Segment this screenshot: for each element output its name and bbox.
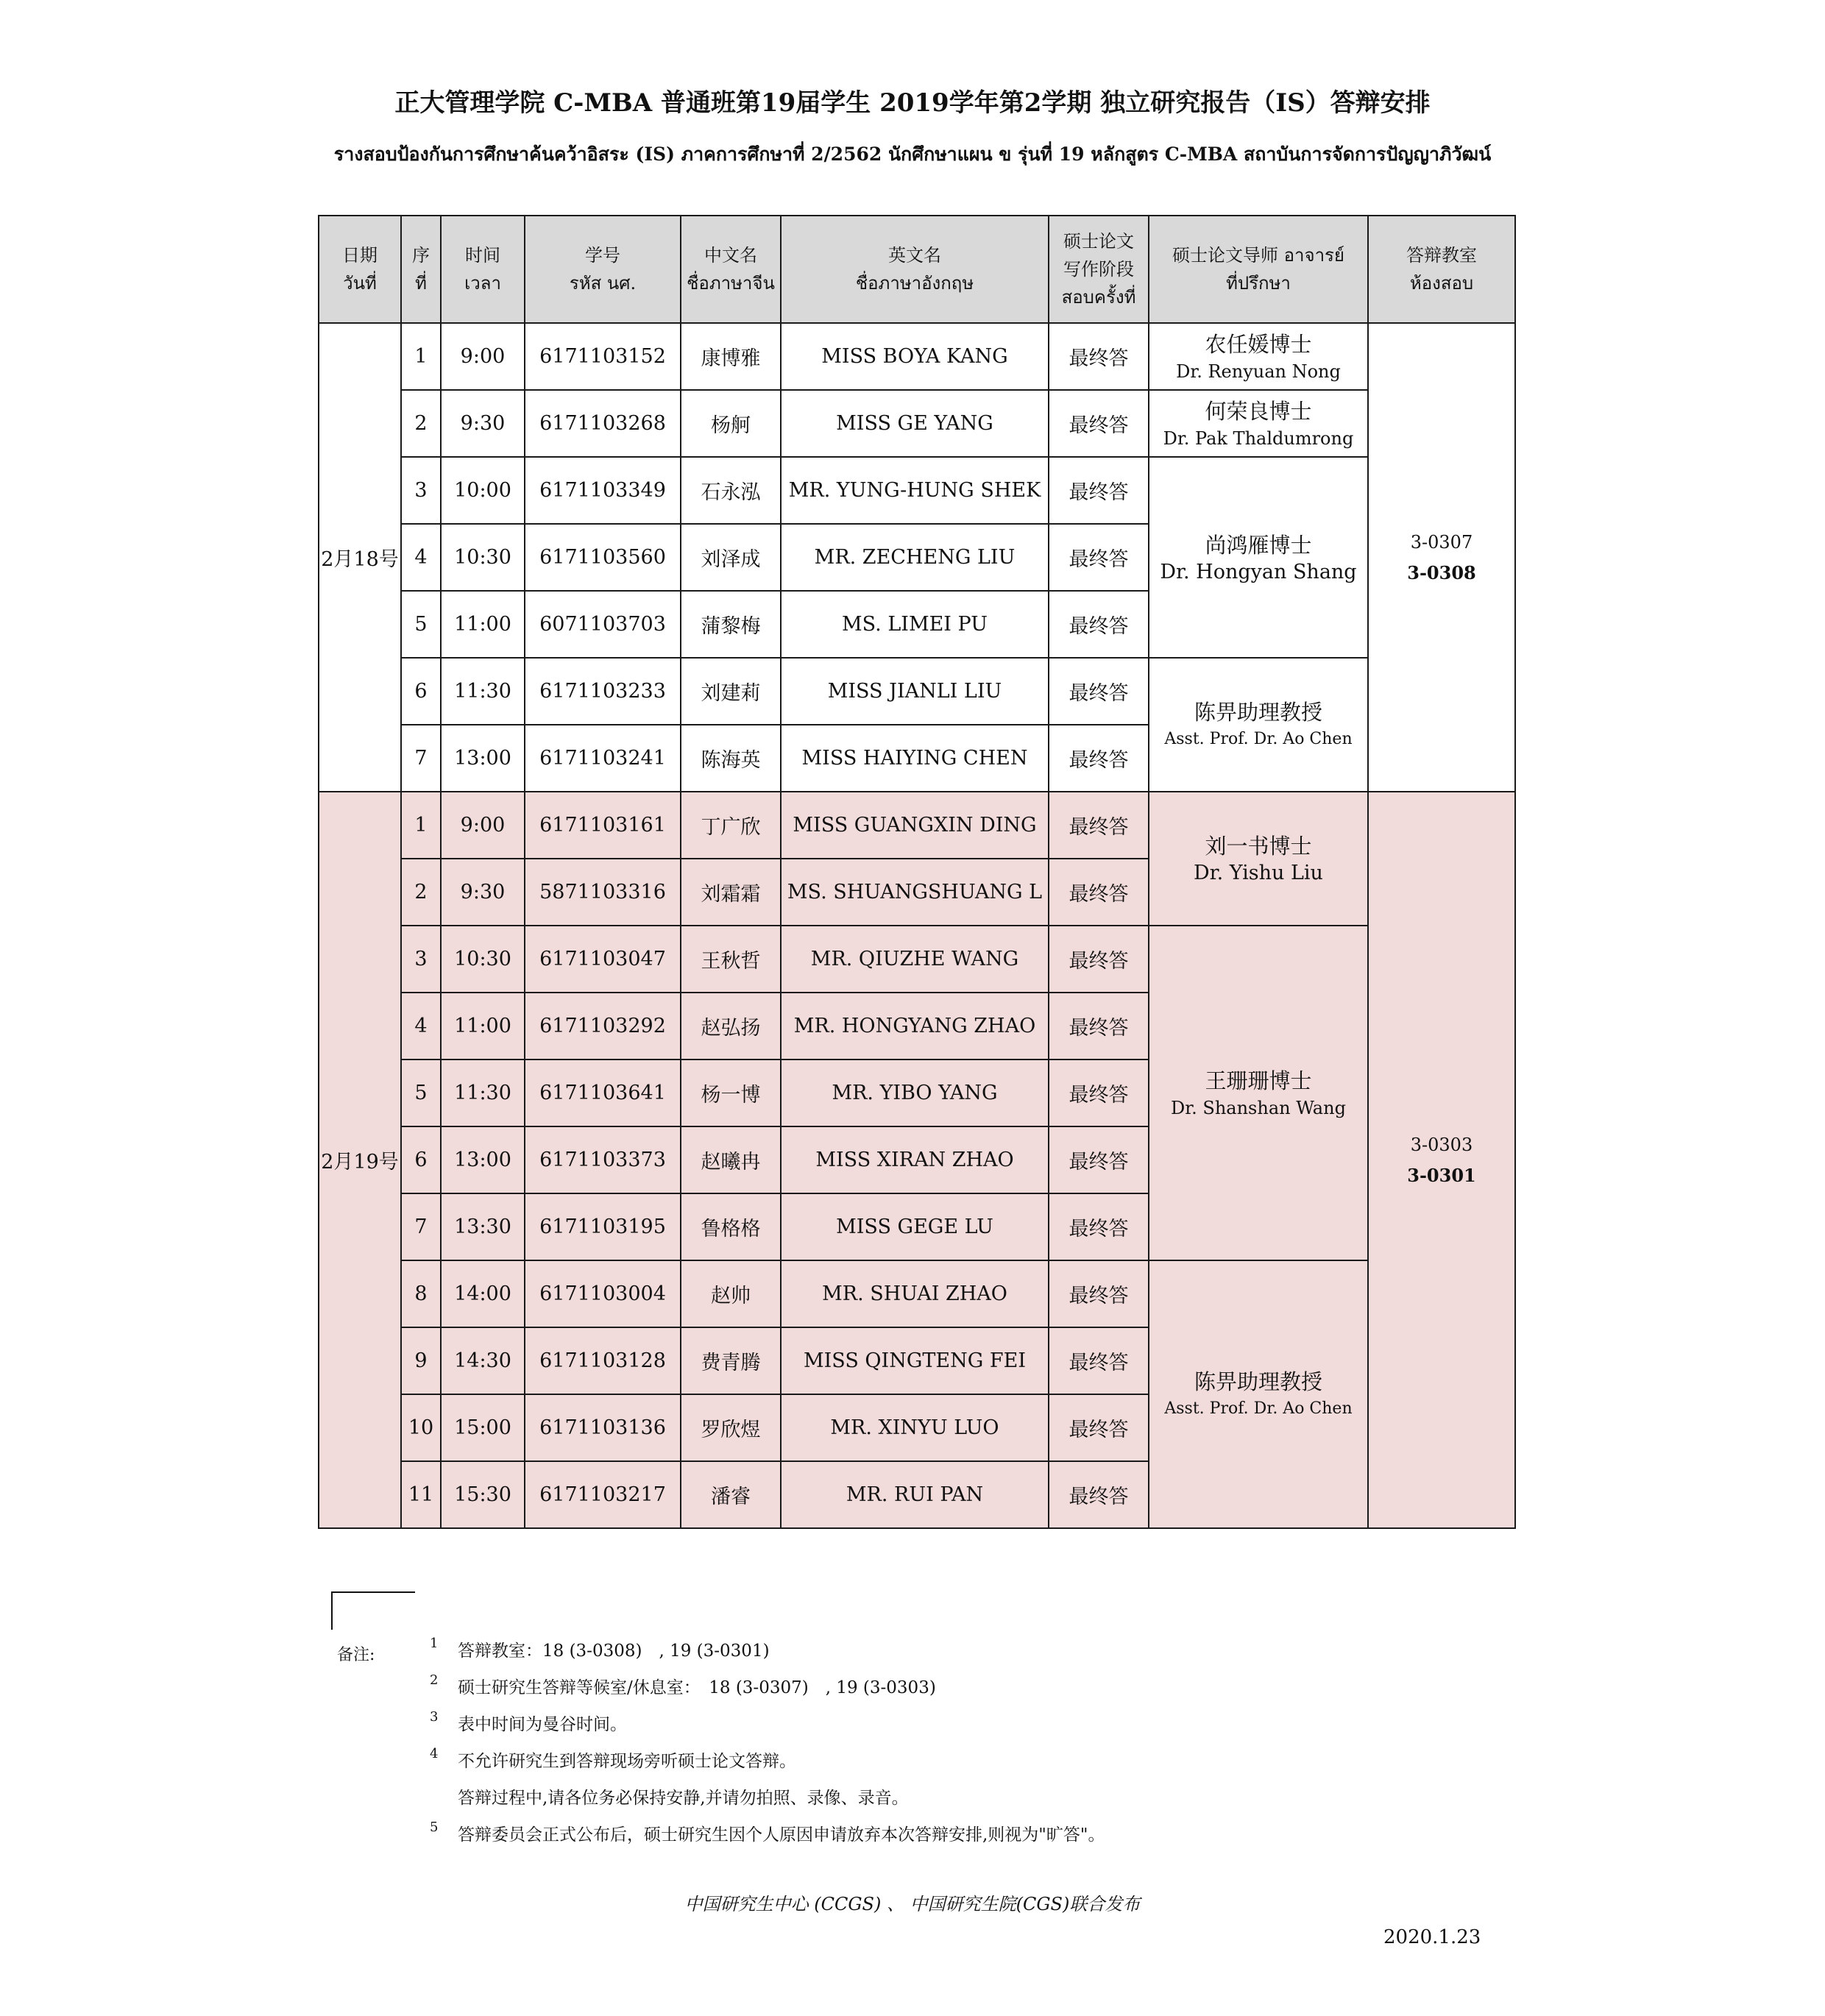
table-row (319, 323, 1515, 390)
english-name-cell: MS. SHUANGSHUANG L (781, 859, 1049, 926)
english-name-cell: MISS HAIYING CHEN (781, 725, 1049, 792)
time-cell: 14:30 (441, 1327, 525, 1394)
english-name-cell: MR. HONGYANG ZHAO (781, 993, 1049, 1060)
publisher-line: 中国研究生中心 (CCGS) 、 中国研究生院(CGS)联合发布 (684, 1894, 1141, 1914)
chinese-name-cell: 潘睿 (681, 1461, 781, 1528)
student-id-cell: 6171103217 (525, 1461, 681, 1528)
time-cell: 10:00 (441, 457, 525, 524)
header-english-name: 英文名 ชื่อภาษาอังกฤษ (781, 216, 1049, 323)
day1-room: 3-0307 3-0308 (1368, 323, 1515, 792)
seq-cell: 5 (401, 1060, 441, 1126)
issue-date: 2020.1.23 (1383, 1926, 1481, 1948)
student-id-cell: 6171103292 (525, 993, 681, 1060)
english-name-cell: MISS XIRAN ZHAO (781, 1126, 1049, 1193)
note-text: 表中时间为曼谷时间。 (458, 1715, 627, 1734)
stage-cell: 最终答 (1049, 1060, 1149, 1126)
page-title: 正大管理学院 C-MBA 普通班第19届学生 2019学年第2学期 独立研究报告（IS）答辩安排 (394, 88, 1431, 118)
english-name-cell: MR. ZECHENG LIU (781, 524, 1049, 591)
time-cell: 13:00 (441, 725, 525, 792)
chinese-name-cell: 王秋哲 (681, 926, 781, 993)
english-name-cell: MR. SHUAI ZHAO (781, 1260, 1049, 1327)
note-text: 不允许研究生到答辩现场旁听硕士论文答辩。 (458, 1752, 796, 1771)
header-row (319, 216, 1515, 323)
english-name-cell: MISS BOYA KANG (781, 323, 1049, 390)
seq-cell: 4 (401, 993, 441, 1060)
seq-cell: 11 (401, 1461, 441, 1528)
time-cell: 11:00 (441, 993, 525, 1060)
student-id-cell: 6171103349 (525, 457, 681, 524)
student-id-cell: 6171103233 (525, 658, 681, 725)
stage-cell: 最终答 (1049, 859, 1149, 926)
table-row (319, 926, 1515, 993)
stage-cell: 最终答 (1049, 457, 1149, 524)
english-name-cell: MR. RUI PAN (781, 1461, 1049, 1528)
stage-cell: 最终答 (1049, 390, 1149, 457)
chinese-name-cell: 康博雅 (681, 323, 781, 390)
time-cell: 10:30 (441, 524, 525, 591)
english-name-cell: MISS GEGE LU (781, 1193, 1049, 1260)
page-subtitle: รางสอบป้องกันการศึกษาค้นคว้าอิสระ (IS) ภาคการศึกษาที่ 2/2562 นักศึกษาแผน ข รุ่นที่ 19 หลักสูตร C-MBA สถาบันการจัดการปัญญาภิวัฒน์ (333, 143, 1492, 165)
advisor-cell: 陈畀助理教授 Asst. Prof. Dr. Ao Chen (1149, 1260, 1368, 1528)
student-id-cell: 6071103703 (525, 591, 681, 658)
stage-cell: 最终答 (1049, 792, 1149, 859)
stage-cell: 最终答 (1049, 1193, 1149, 1260)
chinese-name-cell: 蒲黎梅 (681, 591, 781, 658)
footnote-corner-mark (331, 1591, 415, 1630)
time-cell: 10:30 (441, 926, 525, 993)
table-row (319, 390, 1515, 457)
english-name-cell: MISS GE YANG (781, 390, 1049, 457)
table-row (319, 457, 1515, 524)
student-id-cell: 6171103373 (525, 1126, 681, 1193)
student-id-cell: 6171103268 (525, 390, 681, 457)
student-id-cell: 6171103047 (525, 926, 681, 993)
english-name-cell: MR. XINYU LUO (781, 1394, 1049, 1461)
stage-cell: 最终答 (1049, 323, 1149, 390)
advisor-cell: 陈畀助理教授 Asst. Prof. Dr. Ao Chen (1149, 658, 1368, 792)
student-id-cell: 6171103161 (525, 792, 681, 859)
chinese-name-cell: 鲁格格 (681, 1193, 781, 1260)
chinese-name-cell: 刘泽成 (681, 524, 781, 591)
header-advisor: 硕士论文导师 อาจารย์ ที่ปรึกษา (1149, 216, 1368, 323)
header-student-id: 学号 รหัส นศ. (525, 216, 681, 323)
student-id-cell: 6171103560 (525, 524, 681, 591)
student-id-cell: 6171103195 (525, 1193, 681, 1260)
header-room: 答辩教室 ห้องสอบ (1368, 216, 1515, 323)
day2-date: 2月19号 (319, 792, 401, 1528)
note-number: 5 (430, 1820, 439, 1835)
stage-cell: 最终答 (1049, 1126, 1149, 1193)
header-chinese-name: 中文名 ชื่อภาษาจีน (681, 216, 781, 323)
time-cell: 14:00 (441, 1260, 525, 1327)
student-id-cell: 6171103152 (525, 323, 681, 390)
stage-cell: 最终答 (1049, 524, 1149, 591)
seq-cell: 7 (401, 1193, 441, 1260)
stage-cell: 最终答 (1049, 926, 1149, 993)
table-row (319, 792, 1515, 859)
seq-cell: 3 (401, 457, 441, 524)
table-row (319, 658, 1515, 725)
time-cell: 11:00 (441, 591, 525, 658)
student-id-cell: 6171103136 (525, 1394, 681, 1461)
chinese-name-cell: 罗欣煜 (681, 1394, 781, 1461)
chinese-name-cell: 赵弘扬 (681, 993, 781, 1060)
chinese-name-cell: 陈海英 (681, 725, 781, 792)
header-seq: 序 ที่ (401, 216, 441, 323)
advisor-cell: 尚鸿雁博士 Dr. Hongyan Shang (1149, 457, 1368, 658)
notes-label: 备注: (337, 1646, 375, 1664)
note-number: 4 (430, 1746, 439, 1761)
seq-cell: 2 (401, 859, 441, 926)
seq-cell: 4 (401, 524, 441, 591)
stage-cell: 最终答 (1049, 993, 1149, 1060)
stage-cell: 最终答 (1049, 1327, 1149, 1394)
note-number: 3 (430, 1709, 439, 1725)
time-cell: 11:30 (441, 658, 525, 725)
seq-cell: 10 (401, 1394, 441, 1461)
stage-cell: 最终答 (1049, 1260, 1149, 1327)
chinese-name-cell: 杨舸 (681, 390, 781, 457)
day2-room: 3-0303 3-0301 (1368, 792, 1515, 1528)
advisor-cell: 何荣良博士 Dr. Pak Thaldumrong (1149, 390, 1368, 457)
seq-cell: 7 (401, 725, 441, 792)
chinese-name-cell: 丁广欣 (681, 792, 781, 859)
time-cell: 13:00 (441, 1126, 525, 1193)
time-cell: 9:00 (441, 792, 525, 859)
advisor-cell: 王珊珊博士 Dr. Shanshan Wang (1149, 926, 1368, 1260)
time-cell: 13:30 (441, 1193, 525, 1260)
student-id-cell: 6171103128 (525, 1327, 681, 1394)
stage-cell: 最终答 (1049, 1394, 1149, 1461)
stage-cell: 最终答 (1049, 658, 1149, 725)
seq-cell: 8 (401, 1260, 441, 1327)
header-stage: 硕士论文 写作阶段 สอบครั้งที่ (1049, 216, 1149, 323)
seq-cell: 1 (401, 792, 441, 859)
seq-cell: 5 (401, 591, 441, 658)
chinese-name-cell: 赵帅 (681, 1260, 781, 1327)
day1-date: 2月18号 (319, 323, 401, 792)
english-name-cell: MISS GUANGXIN DING (781, 792, 1049, 859)
seq-cell: 9 (401, 1327, 441, 1394)
stage-cell: 最终答 (1049, 591, 1149, 658)
english-name-cell: MISS QINGTENG FEI (781, 1327, 1049, 1394)
english-name-cell: MISS JIANLI LIU (781, 658, 1049, 725)
advisor-cell: 刘一书博士 Dr. Yishu Liu (1149, 792, 1368, 926)
student-id-cell: 6171103641 (525, 1060, 681, 1126)
defense-schedule-table (318, 215, 1516, 1529)
seq-cell: 6 (401, 658, 441, 725)
note-text: 硕士研究生答辩等候室/休息室： 18 (3-0307) , 19 (3-0303) (458, 1678, 936, 1697)
time-cell: 9:30 (441, 390, 525, 457)
chinese-name-cell: 刘霜霜 (681, 859, 781, 926)
chinese-name-cell: 刘建莉 (681, 658, 781, 725)
stage-cell: 最终答 (1049, 1461, 1149, 1528)
note-text: 答辩过程中,请各位务必保持安静,并请勿拍照、录像、录音。 (458, 1789, 909, 1808)
chinese-name-cell: 赵曦冉 (681, 1126, 781, 1193)
note-number: 1 (430, 1636, 439, 1651)
english-name-cell: MR. YIBO YANG (781, 1060, 1049, 1126)
chinese-name-cell: 杨一博 (681, 1060, 781, 1126)
note-text: 答辩委员会正式公布后，硕士研究生因个人原因申请放弃本次答辩安排,则视为"旷答"。 (458, 1825, 1105, 1845)
student-id-cell: 6171103241 (525, 725, 681, 792)
time-cell: 9:00 (441, 323, 525, 390)
note-text: 答辩教室：18 (3-0308) , 19 (3-0301) (458, 1641, 770, 1661)
advisor-cell: 农任媛博士 Dr. Renyuan Nong (1149, 323, 1368, 390)
student-id-cell: 5871103316 (525, 859, 681, 926)
time-cell: 9:30 (441, 859, 525, 926)
seq-cell: 2 (401, 390, 441, 457)
chinese-name-cell: 费青腾 (681, 1327, 781, 1394)
time-cell: 15:30 (441, 1461, 525, 1528)
student-id-cell: 6171103004 (525, 1260, 681, 1327)
stage-cell: 最终答 (1049, 725, 1149, 792)
note-number: 2 (430, 1672, 439, 1688)
table-row (319, 1260, 1515, 1327)
time-cell: 15:00 (441, 1394, 525, 1461)
english-name-cell: MS. LIMEI PU (781, 591, 1049, 658)
header-time: 时间 เวลา (441, 216, 525, 323)
seq-cell: 1 (401, 323, 441, 390)
english-name-cell: MR. YUNG-HUNG SHEK (781, 457, 1049, 524)
chinese-name-cell: 石永泓 (681, 457, 781, 524)
header-date: 日期 วันที่ (319, 216, 401, 323)
time-cell: 11:30 (441, 1060, 525, 1126)
seq-cell: 6 (401, 1126, 441, 1193)
seq-cell: 3 (401, 926, 441, 993)
english-name-cell: MR. QIUZHE WANG (781, 926, 1049, 993)
